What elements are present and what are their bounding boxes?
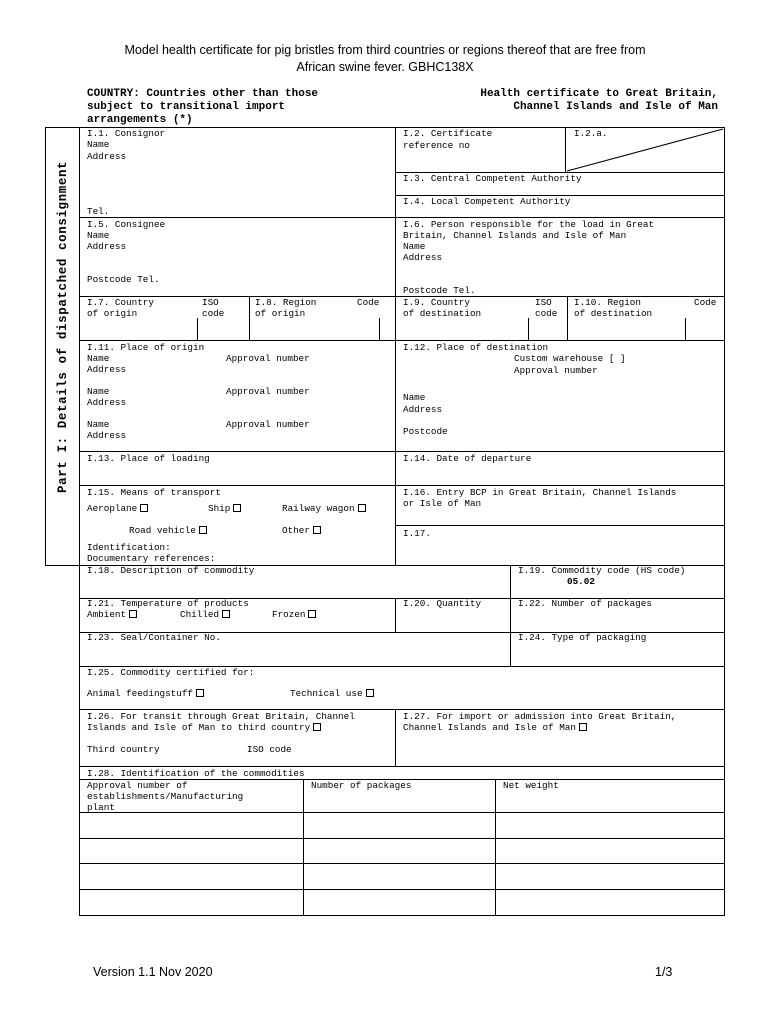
person-responsible-postcode-label: Postcode Tel.	[403, 285, 476, 296]
import-checkbox[interactable]	[579, 723, 587, 731]
ambient-option[interactable]	[87, 609, 137, 620]
consignor-name-label: Name	[87, 139, 110, 150]
transit-checkbox[interactable]	[313, 723, 321, 731]
certified-for-label: I.25. Commodity certified for:	[87, 667, 255, 678]
aeroplane-option[interactable]	[87, 503, 148, 514]
consignee-address-label: Address	[87, 241, 127, 252]
road-vehicle-label: Road vehicle	[129, 525, 196, 536]
part-one-side-label: Part I: Details of dispatched consignment	[56, 160, 70, 493]
consignee-postcode-label: Postcode Tel.	[87, 274, 160, 285]
origin-iso-code-label: code	[202, 308, 225, 319]
commodity-code-label: I.19. Commodity code (HS code)	[518, 565, 686, 576]
document-title-line1: Model health certificate for pig bristles from third countries or regions thereof that are free from	[124, 43, 646, 57]
identification-commodities-label: I.28. Identification of the commodities	[87, 768, 305, 779]
railway-checkbox[interactable]	[358, 504, 366, 512]
destination-name-label: Name	[403, 392, 426, 403]
country-origin-label: I.7. Country	[87, 297, 154, 308]
other-transport-option[interactable]	[282, 525, 321, 536]
region-origin-code-label: Code	[357, 297, 380, 308]
other-transport-label: Other	[282, 525, 310, 536]
certificate-title-line1: Health certificate to Great Britain,	[480, 88, 718, 100]
document-title-line2: African swine fever. GBHC138X	[296, 60, 474, 74]
aeroplane-label: Aeroplane	[87, 503, 138, 514]
technical-use-option[interactable]	[290, 688, 374, 699]
region-origin-label: I.8. Region	[255, 297, 317, 308]
chilled-checkbox[interactable]	[222, 610, 230, 618]
railway-label: Railway wagon	[282, 503, 355, 514]
destination-approval-label: Approval number	[514, 365, 598, 376]
third-country-iso-label: ISO code	[247, 744, 292, 755]
number-packages-label: I.22. Number of packages	[518, 598, 652, 609]
destination-address-label: Address	[403, 404, 443, 415]
frozen-option[interactable]	[272, 609, 316, 620]
destination-postcode-label: Postcode	[403, 426, 448, 437]
import-label-2: Channel Islands and Isle of Man	[403, 722, 576, 733]
consignee-label: I.5. Consignee	[87, 219, 166, 230]
import-label: I.27. For import or admission into Great Britain,	[403, 711, 677, 722]
place-origin-name-label-3: Name	[87, 419, 110, 430]
place-loading-label: I.13. Place of loading	[87, 453, 210, 464]
consignor-label: I.1. Consignor	[87, 128, 166, 139]
place-origin-name-label-1: Name	[87, 353, 110, 364]
certificate-ref-label: I.2. Certificate	[403, 128, 493, 139]
i17-label: I.17.	[403, 528, 431, 539]
country-origin-label-2: of origin	[87, 308, 138, 319]
place-origin-address-label-2: Address	[87, 397, 127, 408]
aeroplane-checkbox[interactable]	[140, 504, 148, 512]
origin-iso-label: ISO	[202, 297, 219, 308]
country-destination-label-2: of destination	[403, 308, 482, 319]
ambient-checkbox[interactable]	[129, 610, 137, 618]
person-responsible-name-label: Name	[403, 241, 426, 252]
place-origin-address-label-3: Address	[87, 430, 127, 441]
certificate-ref-label-2: reference no	[403, 140, 470, 151]
country-line1: COUNTRY: Countries other than those	[87, 88, 319, 100]
region-destination-code-label: Code	[694, 297, 717, 308]
quantity-label: I.20. Quantity	[403, 598, 482, 609]
place-origin-approval-label-2: Approval number	[226, 386, 310, 397]
net-weight-column-header: Net weight	[503, 780, 559, 791]
transit-option[interactable]	[87, 722, 321, 733]
import-option[interactable]	[403, 722, 587, 733]
ambient-label: Ambient	[87, 609, 127, 620]
version-label: Version 1.1 Nov 2020	[93, 965, 213, 979]
frozen-checkbox[interactable]	[308, 610, 316, 618]
animal-feedingstuff-option[interactable]	[87, 688, 204, 699]
local-authority-label: I.4. Local Competent Authority	[403, 196, 571, 207]
entry-bcp-label-2: or Isle of Man	[403, 498, 482, 509]
country-line3: arrangements (*)	[87, 114, 193, 126]
transit-label: I.26. For transit through Great Britain, Channel	[87, 711, 355, 722]
region-destination-label-2: of destination	[574, 308, 653, 319]
place-destination-label: I.12. Place of destination	[403, 342, 549, 353]
place-origin-approval-label-1: Approval number	[226, 353, 310, 364]
technical-use-checkbox[interactable]	[366, 689, 374, 697]
frozen-label: Frozen	[272, 609, 306, 620]
approval-column-header-line3: plant	[87, 802, 115, 813]
custom-warehouse-label: Custom warehouse [ ]	[514, 353, 626, 364]
animal-feedingstuff-label: Animal feedingstuff	[87, 688, 194, 699]
person-responsible-address-label: Address	[403, 252, 443, 263]
central-authority-label: I.3. Central Competent Authority	[403, 173, 582, 184]
date-departure-label: I.14. Date of departure	[403, 453, 532, 464]
means-transport-label: I.15. Means of transport	[87, 487, 221, 498]
technical-use-label: Technical use	[290, 688, 363, 699]
type-packaging-label: I.24. Type of packaging	[518, 632, 647, 643]
place-origin-address-label-1: Address	[87, 364, 127, 375]
ship-checkbox[interactable]	[233, 504, 241, 512]
other-transport-checkbox[interactable]	[313, 526, 321, 534]
road-vehicle-option[interactable]	[129, 525, 207, 536]
i2a-label: I.2.a.	[574, 128, 608, 139]
identification-label: Identification:	[87, 542, 171, 553]
place-origin-approval-label-3: Approval number	[226, 419, 310, 430]
certificate-title-line2: Channel Islands and Isle of Man	[513, 101, 718, 113]
ship-label: Ship	[208, 503, 231, 514]
country-line2: subject to transitional import	[87, 101, 286, 113]
documentary-references-label: Documentary references:	[87, 553, 216, 564]
entry-bcp-label: I.16. Entry BCP in Great Britain, Channel Islands	[403, 487, 677, 498]
commodity-code-value: 05.02	[567, 576, 595, 587]
consignor-address-label: Address	[87, 151, 127, 162]
region-origin-label-2: of origin	[255, 308, 306, 319]
packages-column-header: Number of packages	[311, 780, 412, 791]
road-vehicle-checkbox[interactable]	[199, 526, 207, 534]
third-country-label: Third country	[87, 744, 160, 755]
consignee-name-label: Name	[87, 230, 110, 241]
page-number: 1/3	[655, 965, 673, 979]
place-origin-label: I.11. Place of origin	[87, 342, 205, 353]
temperature-label: I.21. Temperature of products	[87, 598, 249, 609]
animal-feedingstuff-checkbox[interactable]	[196, 689, 204, 697]
chilled-option[interactable]	[180, 609, 230, 620]
person-responsible-label-2: Britain, Channel Islands and Isle of Man	[403, 230, 627, 241]
transit-label-2: Islands and Isle of Man to third country	[87, 722, 311, 733]
seal-container-label: I.23. Seal/Container No.	[87, 632, 221, 643]
approval-column-header-line1: Approval number of	[87, 780, 188, 791]
country-destination-label: I.9. Country	[403, 297, 470, 308]
railway-option[interactable]	[282, 503, 366, 514]
destination-iso-code-label: code	[535, 308, 558, 319]
chilled-label: Chilled	[180, 609, 220, 620]
ship-option[interactable]	[208, 503, 241, 514]
destination-iso-label: ISO	[535, 297, 552, 308]
person-responsible-label: I.6. Person responsible for the load in Great	[403, 219, 655, 230]
description-commodity-label: I.18. Description of commodity	[87, 565, 255, 576]
region-destination-label: I.10. Region	[574, 297, 641, 308]
approval-column-header-line2: establishments/Manufacturing	[87, 791, 244, 802]
place-origin-name-label-2: Name	[87, 386, 110, 397]
consignor-tel-label: Tel.	[87, 206, 110, 217]
